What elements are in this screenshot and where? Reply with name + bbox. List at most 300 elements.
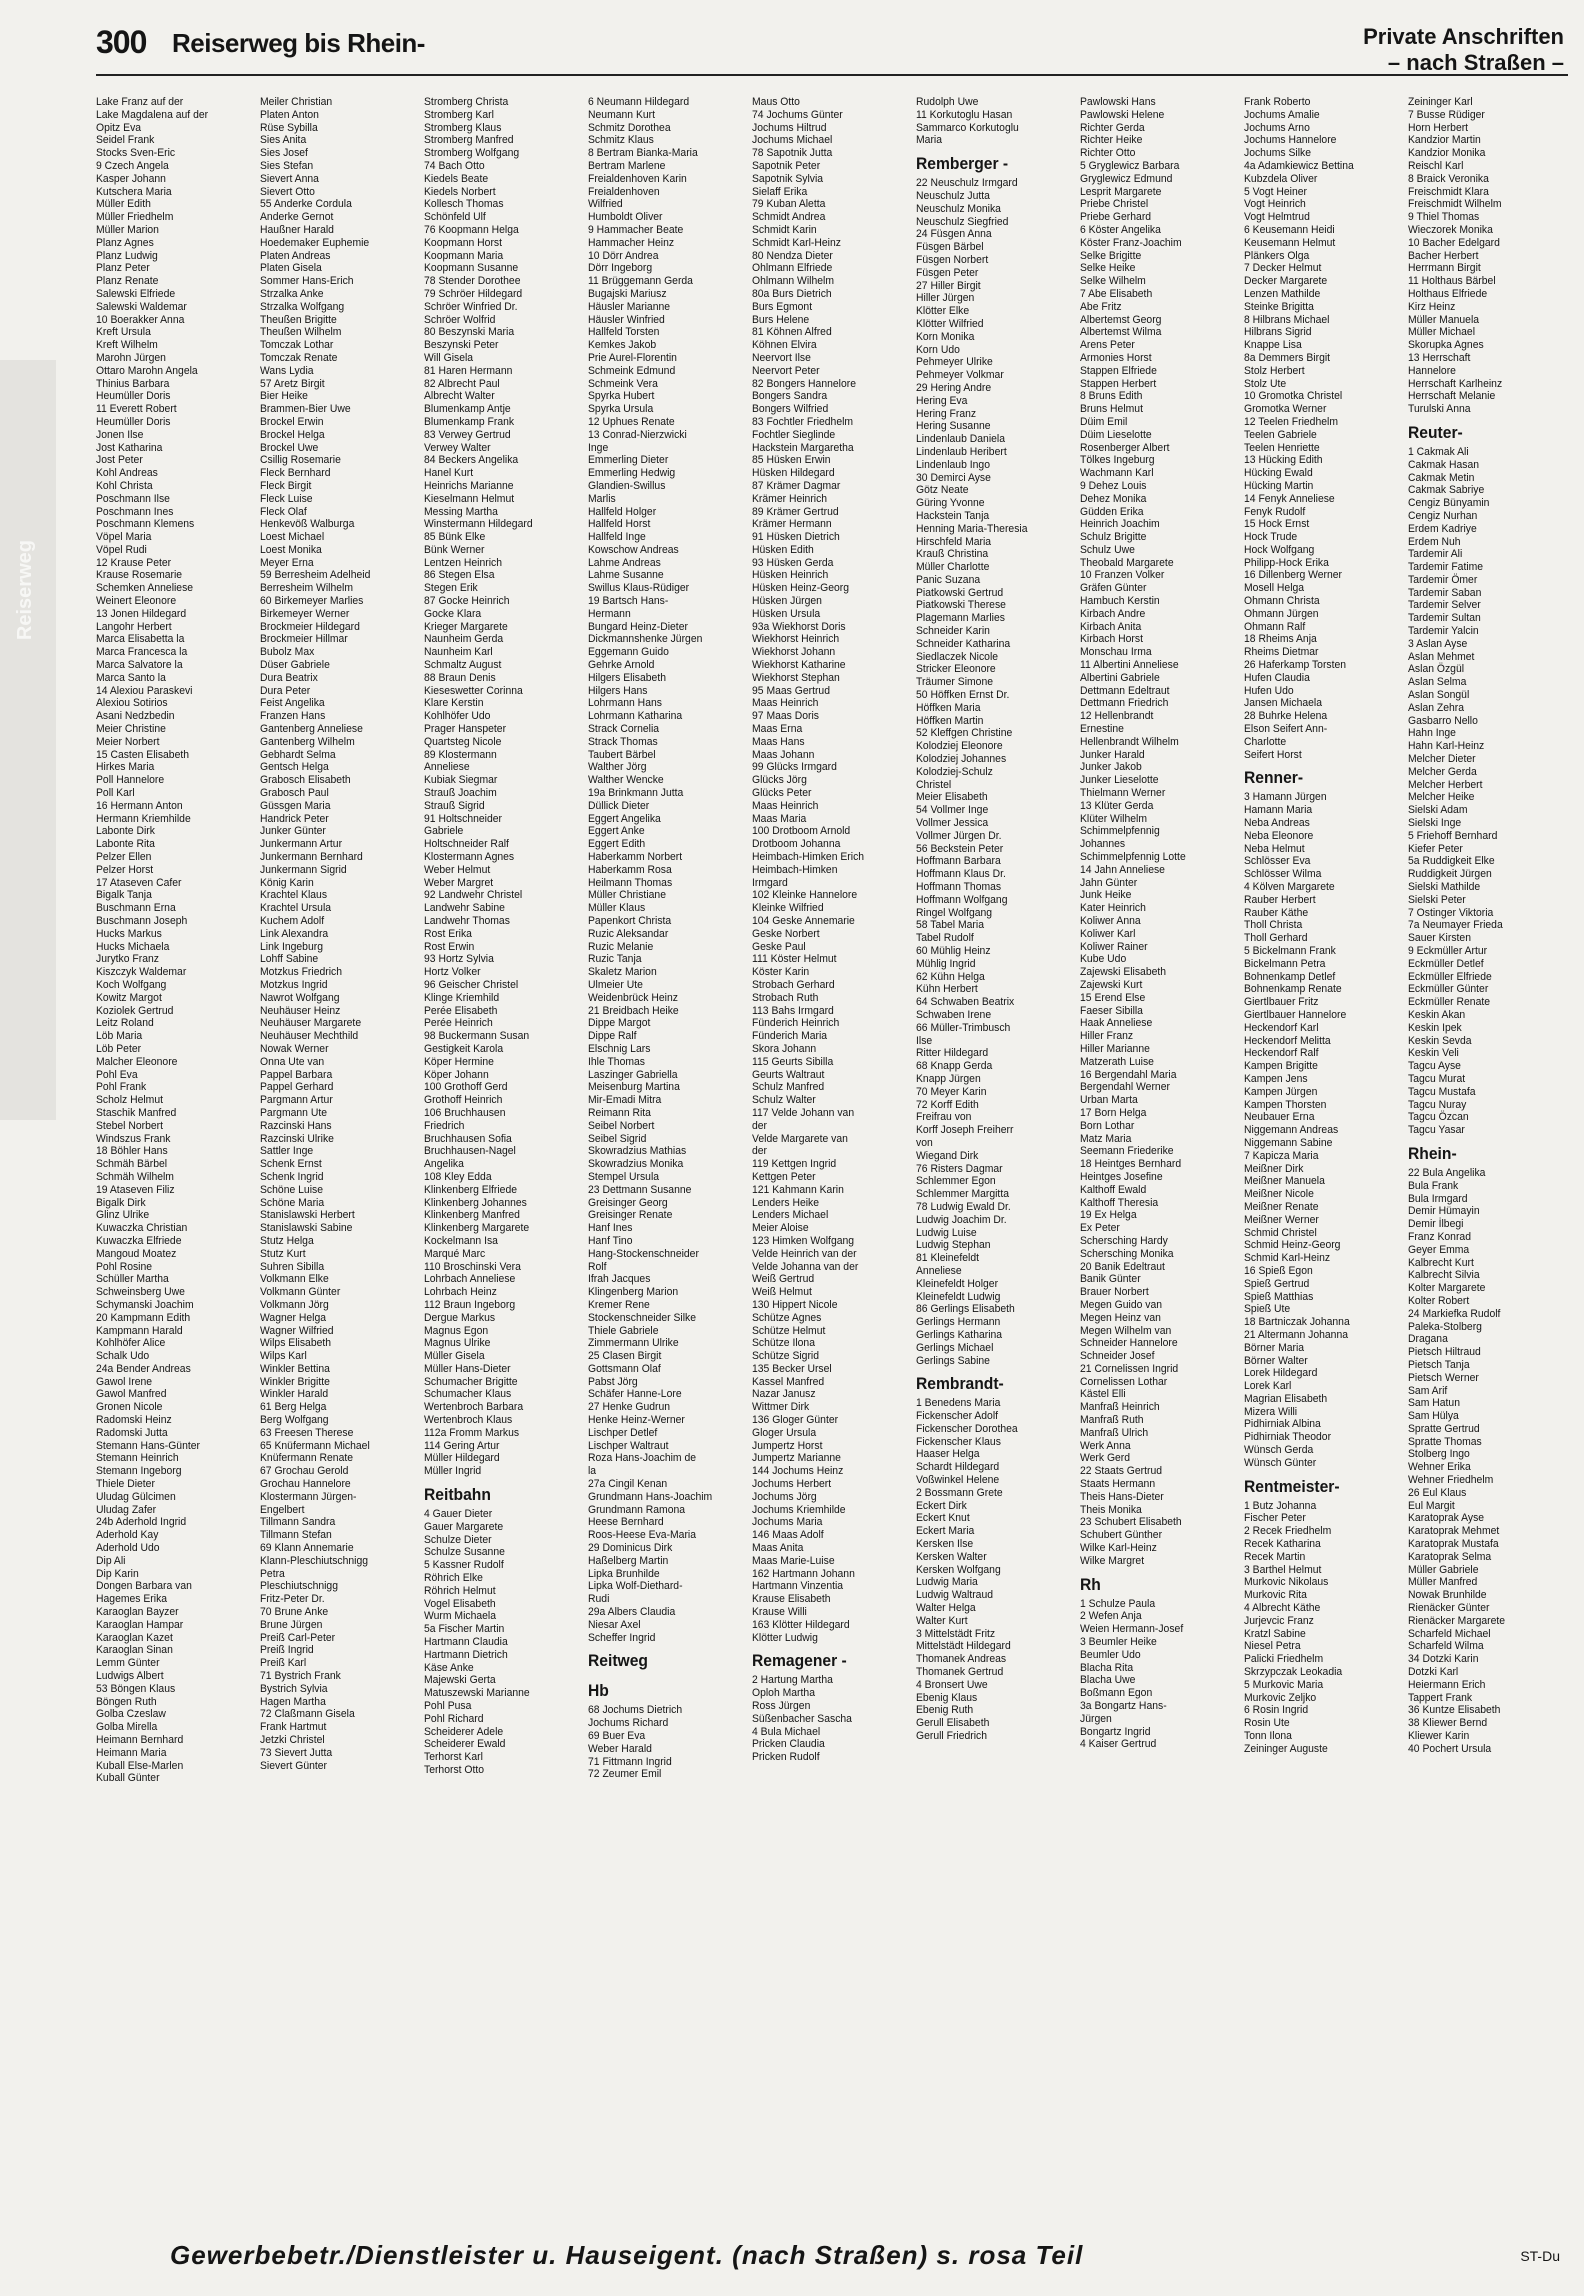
resident-entry: Kreft Wilhelm (96, 339, 158, 352)
resident-entry: Wieczorek Monika (1408, 223, 1493, 236)
resident-entry: 12 Uphues Renate (588, 415, 675, 428)
resident-entry: Seidel Frank (96, 134, 155, 147)
resident-entry: Röhrich Helmut (424, 1584, 496, 1597)
resident-entry: Preiß Carl-Peter (260, 1631, 336, 1644)
resident-entry: Planz Renate (96, 275, 159, 288)
resident-entry: Cornelissen Lothar (1080, 1375, 1168, 1388)
resident-entry: 3a Bongartz Hans- (1080, 1700, 1167, 1713)
resident-entry: 12 Krause Peter (96, 556, 172, 569)
resident-entry: Gocke Klara (424, 607, 482, 620)
resident-entry: Kowitz Margot (96, 991, 162, 1004)
resident-entry: Albertini Gabriele (1080, 671, 1160, 684)
resident-entry: Bergendahl Werner (1080, 1081, 1170, 1094)
resident-entry: Keskin Ipek (1408, 1021, 1462, 1034)
resident-entry: Golba Mirella (96, 1721, 158, 1734)
resident-entry: Strack Thomas (588, 735, 658, 748)
resident-entry: Quartsteg Nicole (424, 735, 502, 748)
resident-entry: Rudi (588, 1593, 610, 1606)
resident-entry: 6 Keusemann Heidi (1244, 223, 1335, 236)
resident-entry: Brockmeier Hillmar (260, 633, 348, 646)
resident-entry: 73 Sievert Jutta (260, 1746, 333, 1759)
resident-entry: Nazar Janusz (752, 1388, 816, 1401)
resident-entry: 19a Brinkmann Jutta (588, 787, 684, 800)
resident-entry: Schymanski Joachim (96, 1298, 194, 1311)
resident-entry: Eckmüller Günter (1408, 983, 1489, 996)
resident-entry: Lesprit Margarete (1080, 185, 1162, 198)
resident-entry: Eggert Anke (588, 825, 645, 838)
resident-entry: 74 Jochums Günter (752, 108, 843, 121)
resident-entry: Kolter Margarete (1408, 1282, 1486, 1295)
resident-entry: Lahme Susanne (588, 569, 664, 582)
resident-entry: Ludwigs Albert (96, 1670, 164, 1683)
resident-entry: Tagcu Murat (1408, 1072, 1466, 1085)
resident-entry: Müller Gisela (424, 1350, 485, 1363)
resident-entry: Meißner Werner (1244, 1213, 1319, 1226)
resident-entry: Cakmak Sabriye (1408, 484, 1485, 497)
resident-entry: Fickenscher Dorothea (916, 1422, 1018, 1435)
resident-entry: Selke Heike (1080, 262, 1136, 275)
resident-entry: Börner Maria (1244, 1341, 1305, 1354)
resident-entry: Palicki Friedhelm (1244, 1653, 1324, 1666)
resident-entry: 1 Butz Johanna (1244, 1499, 1317, 1512)
resident-entry: 8a Demmers Birgit (1244, 351, 1331, 364)
resident-entry: Schulze Susanne (424, 1546, 505, 1559)
resident-entry: Velde Margarete van (752, 1132, 848, 1145)
resident-entry: Stebel Norbert (96, 1119, 164, 1132)
resident-entry: Kalbrecht Silvia (1408, 1269, 1480, 1282)
resident-entry: Winkler Harald (260, 1388, 329, 1401)
resident-entry: 102 Kleinke Hannelore (752, 889, 858, 902)
resident-entry: Rost Erwin (424, 940, 475, 953)
resident-entry: 80a Burs Dietrich (752, 287, 832, 300)
resident-entry: Albertemst Wilma (1080, 326, 1162, 339)
resident-entry: 81 Köhnen Alfred (752, 326, 832, 339)
resident-entry: Wünsch Günter (1244, 1456, 1317, 1469)
resident-entry: Schmitz Dorothea (588, 121, 671, 134)
resident-entry: 2 Bossmann Grete (916, 1486, 1003, 1499)
resident-entry: Junkermann Artur (260, 838, 343, 851)
resident-entry: Schalk Udo (96, 1350, 150, 1363)
resident-entry: 40 Pochert Ursula (1408, 1742, 1492, 1755)
resident-entry: Haaser Helga (916, 1448, 980, 1461)
resident-entry: Poschmann Ines (96, 505, 174, 518)
resident-entry: Heckendorf Melitta (1244, 1034, 1331, 1047)
resident-entry: Schumacher Klaus (424, 1388, 512, 1401)
resident-entry: Käse Anke (424, 1661, 474, 1674)
resident-entry: 29 Hering Andre (916, 381, 992, 394)
resident-entry: Demir Hümayin (1408, 1205, 1480, 1218)
resident-entry: Lohrbach Anneliese (424, 1273, 516, 1286)
resident-entry: Sielski Mathilde (1408, 881, 1481, 894)
resident-entry: Tagcu Nuray (1408, 1098, 1467, 1111)
resident-entry: Meißner Renate (1244, 1200, 1319, 1213)
resident-entry: Klostermann Agnes (424, 851, 515, 864)
resident-entry: 13 Hücking Edith (1244, 454, 1323, 467)
resident-entry: Greisinger Renate (588, 1209, 673, 1222)
resident-entry: Brockmeier Hildegard (260, 620, 360, 633)
resident-entry: Zeininger Auguste (1244, 1742, 1328, 1755)
resident-entry: 21 Altermann Johanna (1244, 1328, 1349, 1341)
resident-entry: von (916, 1136, 933, 1149)
resident-entry: Pargmann Artur (260, 1094, 333, 1107)
resident-entry: Heckendorf Karl (1244, 1021, 1319, 1034)
resident-entry: Kampmann Harald (96, 1324, 183, 1337)
resident-entry: Selke Brigitte (1080, 249, 1142, 262)
resident-entry: 87 Gocke Heinrich (424, 595, 510, 608)
resident-entry: Burs Egmont (752, 300, 813, 313)
resident-entry: Hang-Stockenschneider (588, 1247, 699, 1260)
resident-entry: Kremer Rene (588, 1298, 650, 1311)
resident-entry: 111 Köster Helmut (752, 953, 837, 966)
resident-entry: Gawol Irene (96, 1375, 153, 1388)
resident-entry: Buschmann Erna (96, 902, 176, 915)
resident-entry: Kampen Brigitte (1244, 1060, 1318, 1073)
resident-entry: Heumüller Doris (96, 415, 171, 428)
resident-entry: Klinge Kriemhild (424, 991, 500, 1004)
resident-entry: Franzen Hans (260, 710, 326, 723)
resident-entry: Höffken Martin (916, 714, 984, 727)
resident-entry: Karatoprak Mustafa (1408, 1538, 1499, 1551)
resident-entry: 22 Bula Angelika (1408, 1166, 1486, 1179)
resident-entry: Ex Peter (1080, 1222, 1120, 1235)
resident-entry: 83 Verwey Gertrud (424, 428, 511, 441)
resident-entry: Panic Suzana (916, 573, 981, 586)
resident-entry: Hoffmann Klaus Dr. (916, 868, 1006, 881)
resident-entry: 2 Hartung Martha (752, 1674, 833, 1687)
resident-entry: Schmäh Bärbel (96, 1158, 168, 1171)
resident-entry: Schlösser Eva (1244, 855, 1311, 868)
resident-entry: Blumenkamp Antje (424, 403, 511, 416)
resident-entry: Wiegand Dirk (916, 1149, 979, 1162)
resident-entry: Jurytko Franz (96, 953, 159, 966)
resident-entry: Frank Roberto (1244, 96, 1311, 108)
resident-entry: 76 Koopmann Helga (424, 223, 519, 236)
resident-entry: Ludwig Waltraud (916, 1589, 994, 1602)
resident-entry: 162 Hartmann Johann (752, 1567, 855, 1580)
resident-entry: Kalthoff Theresia (1080, 1196, 1159, 1209)
resident-entry: Velde Heinrich van der (752, 1247, 857, 1260)
resident-entry: Kohl Christa (96, 479, 153, 492)
resident-entry: Stromberg Karl (424, 108, 494, 121)
resident-entry: Monschau Irma (1080, 646, 1152, 659)
resident-entry: Spieß Ute (1244, 1303, 1291, 1316)
resident-entry: Häusler Winfried (588, 313, 665, 326)
resident-entry: Lipka Brunhilde (588, 1567, 660, 1580)
resident-entry: Sies Josef (260, 147, 308, 160)
resident-entry: Haberkamm Norbert (588, 851, 683, 864)
directory-column (588, 96, 739, 2236)
resident-entry: Pietsch Werner (1408, 1371, 1479, 1384)
street-heading: Hb (588, 1681, 609, 1701)
resident-entry: 15 Hock Ernst (1244, 518, 1310, 531)
resident-entry: Fenyk Rudolf (1244, 505, 1306, 518)
resident-entry: Weien Hermann-Josef (1080, 1623, 1184, 1636)
resident-entry: Albrecht Walter (424, 390, 495, 403)
resident-entry: Urban Marta (1080, 1094, 1138, 1107)
resident-entry: Ifrah Jacques (588, 1273, 651, 1286)
resident-entry: 83 Fochtler Friedhelm (752, 415, 854, 428)
resident-entry: Gerlings Michael (916, 1341, 994, 1354)
resident-entry: Ohmann Christa (1244, 595, 1320, 608)
resident-entry: Jochums Hannelore (1244, 134, 1337, 147)
resident-entry: Meißner Manuela (1244, 1175, 1325, 1188)
resident-entry: Stemann Heinrich (96, 1452, 179, 1465)
resident-entry: Razcinski Hans (260, 1119, 332, 1132)
resident-entry: Schulz Manfred (752, 1081, 825, 1094)
resident-entry: Bünk Werner (424, 543, 485, 556)
resident-entry: Tardemir Ali (1408, 548, 1463, 561)
resident-entry: Ruzic Tanja (588, 953, 642, 966)
resident-entry: Heumüller Doris (96, 390, 171, 403)
resident-entry: Kampen Jürgen (1244, 1085, 1318, 1098)
resident-entry: Sam Arif (1408, 1384, 1448, 1397)
resident-entry: 70 Meyer Karin (916, 1085, 987, 1098)
resident-entry: Jochums Richard (588, 1717, 669, 1730)
resident-entry: Aslan Mehmet (1408, 650, 1475, 663)
resident-entry: Mir-Emadi Mitra (588, 1094, 662, 1107)
resident-entry: Krause Rosemarie (96, 569, 183, 582)
resident-entry: Decker Margarete (1244, 275, 1328, 288)
resident-entry: 2 Recek Friedhelm (1244, 1525, 1332, 1538)
resident-entry: Schmid Karl-Heinz (1244, 1252, 1331, 1265)
resident-entry: Weiß Helmut (752, 1286, 812, 1299)
resident-entry: 16 Bergendahl Maria (1080, 1068, 1177, 1081)
resident-entry: Bohnenkamp Renate (1244, 983, 1342, 996)
resident-entry: Schmid Heinz-Georg (1244, 1239, 1341, 1252)
resident-entry: Lentzen Heinrich (424, 556, 502, 569)
resident-entry: Tardemir Ömer (1408, 573, 1478, 586)
resident-entry: Henke Heinz-Werner (588, 1414, 685, 1427)
resident-entry: Hallfeld Horst (588, 518, 651, 531)
resident-entry: Schumacher Brigitte (424, 1375, 518, 1388)
resident-entry: Kandzior Martin (1408, 134, 1481, 147)
resident-entry: Franz Konrad (1408, 1230, 1471, 1243)
resident-entry: Stutz Helga (260, 1234, 314, 1247)
resident-entry: Korn Monika (916, 330, 975, 343)
resident-entry: Wehner Friedhelm (1408, 1474, 1494, 1487)
resident-entry: Eckmüller Renate (1408, 996, 1491, 1009)
resident-entry: Hoffmann Barbara (916, 855, 1001, 868)
resident-entry: 4 Gauer Dieter (424, 1508, 493, 1521)
resident-entry: Born Lothar (1080, 1119, 1135, 1132)
resident-entry: Suhren Sibilla (260, 1260, 325, 1273)
resident-entry: Herrmann Birgit (1408, 262, 1481, 275)
resident-entry: Recek Martin (1244, 1550, 1306, 1563)
resident-entry: Kohlhöfer Udo (424, 710, 491, 723)
resident-entry: Onna Ute van (260, 1055, 325, 1068)
resident-entry: Hagen Martha (260, 1695, 326, 1708)
resident-entry: Schardt Hildegard (916, 1461, 1000, 1474)
resident-entry: Kuchem Adolf (260, 915, 325, 927)
resident-entry: Bongers Wilfried (752, 403, 829, 416)
resident-entry: Giertlbauer Fritz (1244, 996, 1319, 1009)
resident-entry: Freifrau von (916, 1111, 972, 1124)
resident-entry: Hüsken Heinrich (752, 569, 829, 582)
resident-entry: Pawlowski Hans (1080, 96, 1156, 108)
resident-entry: Engelbert (260, 1503, 305, 1516)
resident-entry: Pabst Jörg (588, 1375, 638, 1388)
resident-entry: 14 Fenyk Anneliese (1244, 492, 1335, 505)
resident-entry: 10 Bacher Edelgard (1408, 236, 1500, 249)
resident-entry: Ebenig Klaus (916, 1691, 978, 1704)
resident-entry: Weidenbrück Heinz (588, 991, 678, 1004)
resident-entry: Pricken Rudolf (752, 1751, 820, 1764)
directory-columns (96, 96, 1576, 2236)
resident-entry: Dip Karin (96, 1567, 139, 1580)
resident-entry: Bongers Sandra (752, 390, 828, 403)
resident-entry: Wilps Elisabeth (260, 1337, 332, 1350)
resident-entry: Knappe Lisa (1244, 339, 1302, 352)
resident-entry: 106 Bruchhausen (424, 1106, 506, 1119)
resident-entry: 112 Braun Ingeborg (424, 1298, 516, 1311)
resident-entry: 2 Wefen Anja (1080, 1610, 1142, 1623)
resident-entry: Müller Charlotte (916, 561, 990, 574)
street-heading: Reitbahn (424, 1485, 491, 1505)
resident-entry: Koopmann Maria (424, 249, 504, 262)
resident-entry: Gloger Ursula (752, 1426, 817, 1439)
resident-entry: Lindenlaub Heribert (916, 445, 1007, 458)
resident-entry: 144 Jochums Heinz (752, 1465, 844, 1478)
resident-entry: 3 Barthel Helmut (1244, 1563, 1322, 1576)
resident-entry: Jochums Kriemhilde (752, 1503, 846, 1516)
resident-entry: Sies Stefan (260, 159, 314, 172)
resident-entry: Aderhold Udo (96, 1542, 160, 1555)
resident-entry: Hirkes Maria (96, 761, 155, 774)
resident-entry: Hartmann Dietrich (424, 1648, 508, 1661)
resident-entry: 91 Hüsken Dietrich (752, 531, 840, 544)
resident-entry: Wertenbroch Klaus (424, 1414, 513, 1427)
resident-entry: Schmeink Vera (588, 377, 658, 390)
resident-entry: Armonies Horst (1080, 351, 1152, 364)
resident-entry: Gebhardt Selma (260, 748, 336, 761)
resident-entry: Holtschneider Ralf (424, 838, 509, 851)
resident-entry: Lohrmann Hans (588, 697, 662, 710)
resident-entry: 7 Busse Rüdiger (1408, 108, 1485, 121)
resident-entry: Scheiderer Adele (424, 1725, 504, 1738)
resident-entry: Brockel Helga (260, 428, 325, 441)
resident-entry: Link Alexandra (260, 927, 329, 940)
resident-entry: Jost Katharina (96, 441, 163, 454)
resident-entry: Grundmann Ramona (588, 1503, 686, 1516)
resident-entry: Pelzer Ellen (96, 851, 152, 864)
resident-entry: 100 Drotboom Arnold (752, 825, 851, 838)
resident-entry: Klinkenberg Elfriede (424, 1183, 518, 1196)
resident-entry: Brune Jürgen (260, 1618, 323, 1631)
resident-entry: Köper Hermine (424, 1055, 494, 1068)
resident-entry: 9 Eckmüller Artur (1408, 945, 1488, 957)
resident-entry: 72 Zeumer Emil (588, 1768, 662, 1781)
resident-entry: Terhorst Otto (424, 1764, 485, 1776)
resident-entry: Tardemir Selver (1408, 599, 1481, 612)
resident-entry: Mizera Willi (1244, 1405, 1298, 1418)
resident-entry: Herrschaft Karlheinz (1408, 377, 1503, 390)
resident-entry: Wachmann Karl (1080, 467, 1154, 480)
resident-entry: Cengiz Nurhan (1408, 509, 1478, 522)
resident-entry: Lohrbach Heinz (424, 1286, 497, 1299)
resident-entry: Kohlhöfer Alice (96, 1337, 166, 1350)
resident-entry: Gantenberg Anneliese (260, 723, 363, 736)
resident-entry: Gerlings Sabine (916, 1354, 990, 1367)
resident-entry: Ohlmann Wilhelm (752, 275, 835, 288)
resident-entry: 19 Ex Helga (1080, 1209, 1137, 1222)
resident-entry: Cengiz Bünyamin (1408, 497, 1490, 510)
resident-entry: Zajewski Kurt (1080, 978, 1143, 991)
resident-entry: Meier Aloise (752, 1222, 809, 1235)
resident-entry: Bacher Herbert (1408, 249, 1479, 262)
resident-entry: Poll Karl (96, 787, 135, 800)
resident-entry: Roza Hans-Joachim de (588, 1452, 697, 1465)
resident-entry: Volkmann Jörg (260, 1298, 329, 1311)
resident-entry: Heimbach-Himken Erich (752, 851, 865, 864)
resident-entry: Manfraß Heinrich (1080, 1401, 1160, 1414)
resident-entry: 163 Klötter Hildegard (752, 1618, 850, 1631)
resident-entry: Blacha Rita (1080, 1661, 1134, 1674)
resident-entry: 13 Klüter Gerda (1080, 799, 1154, 812)
resident-entry: Melcher Dieter (1408, 753, 1476, 766)
resident-entry: 8 Braick Veronika (1408, 172, 1489, 185)
resident-entry: 104 Geske Annemarie (752, 915, 855, 927)
resident-entry: Teelen Gabriele (1244, 428, 1317, 441)
resident-entry: Neervort Ilse (752, 351, 811, 364)
resident-entry: Magnus Ulrike (424, 1337, 491, 1350)
resident-entry: Inge (588, 441, 609, 454)
resident-entry: Uludag Zafer (96, 1503, 157, 1516)
resident-entry: 114 Gering Artur (424, 1439, 500, 1452)
resident-entry: Schütze Ilona (752, 1337, 815, 1350)
resident-entry: Melcher Gerda (1408, 765, 1477, 778)
resident-entry: Piatkowski Therese (916, 599, 1006, 612)
resident-entry: Schmeink Edmund (588, 364, 676, 377)
resident-entry: 16 Hermann Anton (96, 799, 183, 812)
resident-entry: Koziolek Gertrud (96, 1004, 174, 1017)
page-number: 300 (96, 24, 147, 60)
resident-entry: Majewski Gerta (424, 1674, 496, 1687)
resident-entry: Kühn Herbert (916, 983, 978, 996)
resident-entry: Güdden Erika (1080, 505, 1144, 518)
resident-entry: Bier Heike (260, 390, 308, 403)
resident-entry: Sommer Hans-Erich (260, 275, 354, 288)
resident-entry: Jahn Günter (1080, 876, 1138, 889)
resident-entry: Jochums Arno (1244, 121, 1310, 134)
resident-entry: Wiekhorst Johann (752, 646, 836, 659)
resident-entry: Marca Elisabetta la (96, 633, 185, 646)
resident-entry: Schlemmer Egon (916, 1175, 996, 1188)
resident-entry: Tardemir Fatime (1408, 561, 1484, 574)
resident-entry: Gabriele (424, 825, 464, 838)
resident-entry: 81 Haren Hermann (424, 364, 513, 377)
resident-entry: Pawlowski Helene (1080, 108, 1165, 121)
resident-entry: Alexiou Sotirios (96, 697, 168, 710)
resident-entry: Klüter Wilhelm (1080, 812, 1148, 825)
resident-entry: Irmgard (752, 876, 788, 889)
resident-entry: Hackstein Margaretha (752, 441, 854, 454)
resident-entry: Haberkamm Rosa (588, 863, 672, 876)
resident-entry: Hallfeld Inge (588, 531, 646, 544)
resident-entry: 81 Kleinefeldt (916, 1252, 979, 1265)
resident-entry: Pehmeyer Volkmar (916, 369, 1004, 382)
resident-entry: Rolf (588, 1260, 607, 1273)
resident-entry: König Karin (260, 876, 314, 889)
resident-entry: Marqué Marc (424, 1247, 486, 1260)
resident-entry: Stemann Ingeborg (96, 1465, 182, 1478)
resident-entry: Matuszewski Marianne (424, 1687, 530, 1700)
resident-entry: Klare Kerstin (424, 697, 484, 710)
resident-entry: Ruzic Aleksandar (588, 927, 669, 940)
resident-entry: Bugajski Mariusz (588, 287, 667, 300)
resident-entry: Düllick Dieter (588, 799, 650, 812)
resident-entry: 91 Holtschneider (424, 812, 502, 825)
resident-entry: Güssgen Maria (260, 799, 331, 812)
